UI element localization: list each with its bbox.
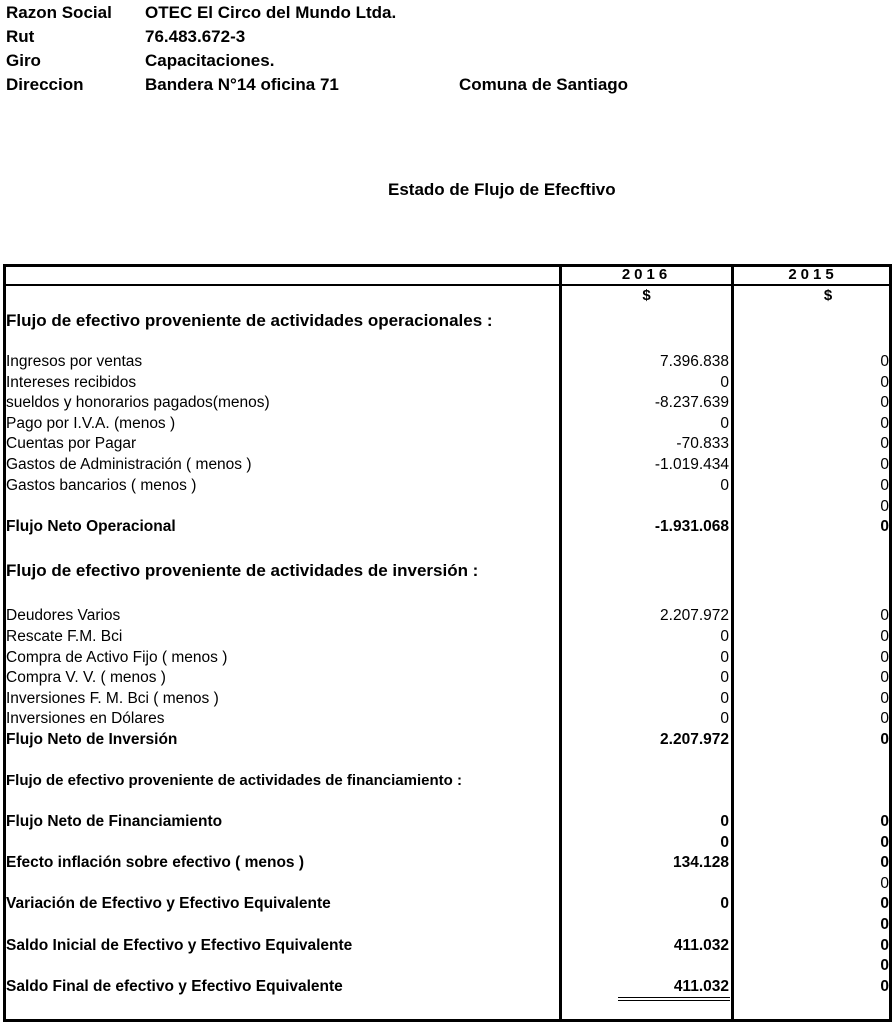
- value-2016: 2.207.972: [660, 731, 729, 748]
- table-row: [0, 915, 895, 935]
- row-label: Ingresos por ventas: [6, 353, 143, 370]
- value-2015: 0: [880, 854, 889, 871]
- value-2016: 0: [720, 374, 729, 391]
- value-2016: 134.128: [672, 854, 729, 871]
- table-row: [0, 497, 895, 517]
- row-label: Rescate F.M. Bci: [6, 628, 123, 645]
- saldo-final-row: [0, 977, 895, 997]
- row-label: Flujo Neto Operacional: [6, 518, 176, 535]
- value-2016: 2.207.972: [660, 607, 729, 624]
- razon-social-label: Razon Social: [6, 3, 112, 22]
- total-underline-top: [618, 997, 730, 998]
- table-row: [0, 455, 895, 475]
- rut-value: 76.483.672-3: [145, 27, 246, 46]
- table-row: [0, 606, 895, 626]
- value-2016: 0: [720, 834, 729, 851]
- value-2015: 0: [880, 628, 889, 645]
- row-label: Flujo de efectivo proveniente de actividades operacionales :: [6, 311, 493, 330]
- giro-value: Capacitaciones.: [145, 51, 275, 70]
- value-2016: 0: [720, 669, 729, 686]
- row-label: Inversiones F. M. Bci ( menos ): [6, 690, 219, 707]
- table-row: [0, 874, 895, 894]
- section-inversion: [0, 561, 895, 581]
- value-2016: -1.019.434: [654, 456, 729, 473]
- row-label: Flujo Neto de Financiamiento: [6, 813, 223, 830]
- row-label: Flujo Neto de Inversión: [6, 731, 178, 748]
- value-2016: -70.833: [676, 435, 729, 452]
- row-label: Saldo Inicial de Efectivo y Efectivo Equivalente: [6, 937, 353, 954]
- total-underline-bottom: [618, 1000, 730, 1001]
- row-label: Flujo de efectivo proveniente de actividades de financiamiento :: [6, 772, 462, 789]
- table-row: [0, 393, 895, 413]
- value-2015: 0: [880, 435, 889, 452]
- direccion-label: Direccion: [6, 75, 84, 94]
- direccion-value: Bandera N°14 oficina 71: [145, 75, 339, 94]
- table-row: [0, 414, 895, 434]
- row-label: Cuentas por Pagar: [6, 435, 137, 452]
- header-divider: [3, 284, 892, 286]
- section-operacionales: [0, 311, 895, 331]
- giro-label: Giro: [6, 51, 41, 70]
- value-2015: 0: [880, 731, 889, 748]
- comuna-value: Comuna de Santiago: [459, 75, 629, 94]
- year-2016-header: 2016: [621, 266, 672, 283]
- total-row-inversion: [0, 730, 895, 750]
- razon-social-value: OTEC El Circo del Mundo Ltda.: [145, 3, 397, 22]
- inflation-row: [0, 853, 895, 873]
- value-2015: 0: [880, 875, 889, 892]
- table-row: [0, 352, 895, 372]
- row-label: Deudores Varios: [6, 607, 121, 624]
- saldo-inicial-row: [0, 936, 895, 956]
- value-2015: 0: [880, 937, 889, 954]
- value-2016: 0: [720, 649, 729, 666]
- value-2015: 0: [880, 394, 889, 411]
- value-2015: 0: [880, 649, 889, 666]
- value-2016: 0: [720, 690, 729, 707]
- row-label: Gastos bancarios ( menos ): [6, 477, 197, 494]
- value-2016: 0: [720, 813, 729, 830]
- table-row: [0, 373, 895, 393]
- value-2016: 0: [720, 895, 729, 912]
- value-2015: 0: [880, 813, 889, 830]
- table-row: [0, 956, 895, 976]
- value-2016: 0: [720, 710, 729, 727]
- table-row: [0, 627, 895, 647]
- row-label: Inversiones en Dólares: [6, 710, 165, 727]
- value-2015: 0: [880, 353, 889, 370]
- value-2015: 0: [880, 669, 889, 686]
- total-row-operacional: [0, 517, 895, 537]
- value-2015: 0: [880, 957, 889, 974]
- value-2016: -8.237.639: [654, 394, 729, 411]
- value-2015: 0: [880, 415, 889, 432]
- currency-2015: $: [823, 287, 833, 304]
- value-2015: 0: [880, 456, 889, 473]
- table-row: [0, 434, 895, 454]
- year-2015-header: 2015: [788, 266, 838, 283]
- row-label: Intereses recibidos: [6, 374, 137, 391]
- value-2015: 0: [880, 834, 889, 851]
- total-row-financiamiento: [0, 812, 895, 832]
- row-label: Compra de Activo Fijo ( menos ): [6, 649, 228, 666]
- value-2015: 0: [880, 978, 889, 995]
- value-2016: 0: [720, 477, 729, 494]
- value-2015: 0: [880, 916, 889, 933]
- statement-title: Estado de Flujo de Efecftivo: [388, 180, 616, 199]
- value-2016: 7.396.838: [660, 353, 729, 370]
- value-2016: 0: [720, 415, 729, 432]
- value-2016: -1.931.068: [654, 518, 729, 535]
- table-row: [0, 648, 895, 668]
- value-2015: 0: [880, 374, 889, 391]
- row-label: Variación de Efectivo y Efectivo Equivalente: [6, 895, 331, 912]
- row-label: Flujo de efectivo proveniente de actividades de inversión :: [6, 561, 479, 580]
- value-2016: 411.032: [673, 937, 729, 954]
- variation-row: [0, 894, 895, 914]
- row-label: Efecto inflación sobre efectivo ( menos ): [6, 854, 305, 871]
- value-2016: 411.032: [673, 978, 729, 995]
- value-2015: 0: [880, 498, 889, 515]
- value-2015: 0: [880, 518, 889, 535]
- value-2015: 0: [880, 477, 889, 494]
- table-row: [0, 668, 895, 688]
- section-financiamiento: [0, 771, 895, 791]
- row-label: Saldo Final de efectivo y Efectivo Equivalente: [6, 978, 343, 995]
- value-2015: 0: [880, 607, 889, 624]
- rut-label: Rut: [6, 27, 35, 46]
- table-row: [0, 689, 895, 709]
- table-row: [0, 709, 895, 729]
- value-2015: 0: [880, 690, 889, 707]
- value-2016: 0: [720, 628, 729, 645]
- value-2015: 0: [880, 895, 889, 912]
- row-label: sueldos y honorarios pagados(menos): [6, 394, 270, 411]
- table-row: [0, 833, 895, 853]
- value-2015: 0: [880, 710, 889, 727]
- row-label: Gastos de Administración ( menos ): [6, 456, 252, 473]
- currency-2016: $: [642, 287, 651, 304]
- row-label: Pago por I.V.A. (menos ): [6, 415, 176, 432]
- row-label: Compra V. V. ( menos ): [6, 669, 166, 686]
- table-row: [0, 476, 895, 496]
